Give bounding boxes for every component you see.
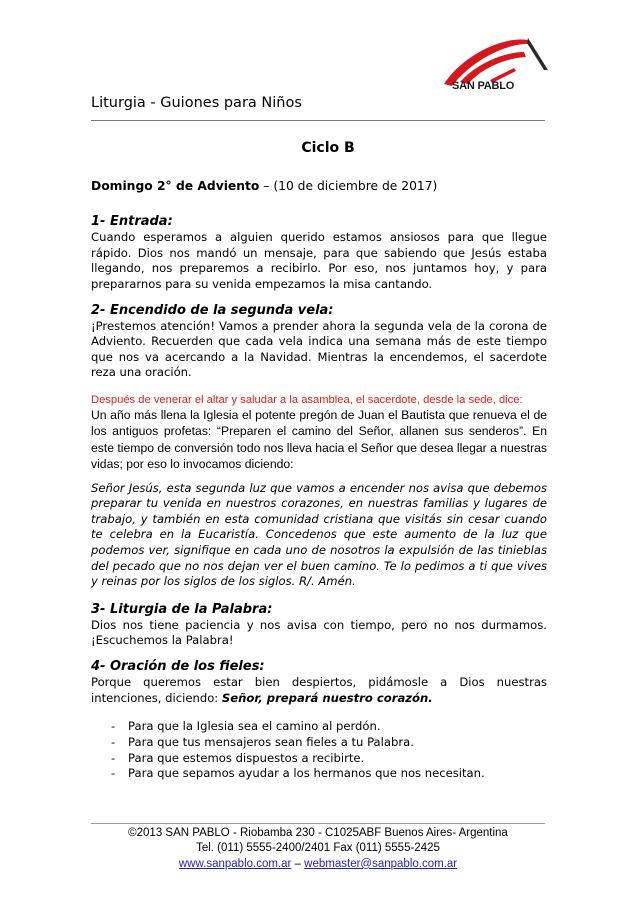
section-text-intro: Porque queremos estar bien despiertos, pidámosle a Dios nuestras intenciones, diciendo:: [91, 674, 547, 705]
section-liturgia: [91, 602, 547, 649]
website-link[interactable]: www.sanpablo.com.ar: [178, 857, 292, 870]
section-encendido: [91, 303, 547, 590]
list-item: - Para que sepamos ayudar a los hermanos que nos necesitan.: [111, 766, 485, 781]
logo-wordmark: SAN PABLO: [452, 80, 515, 92]
section-text: Cuando esperamos a alguien querido estamos ansiosos para que llegue rápido. Dios nos mandó un mensaje, para que sabiendo que Jesús estaba llegando, nos preparemos a recibirlo. Por eso, nos juntamos hoy, y para prepararnos para su venida empezamos la misa cantando.: [91, 230, 547, 291]
response-text: Señor, prepará nuestro corazón.: [221, 690, 433, 705]
list-item: - Para que la Iglesia sea el camino al perdón.: [111, 719, 381, 734]
header-title: Liturgia - Guiones para Niños: [91, 95, 302, 111]
header-divider: [91, 120, 545, 121]
prayer-text: Señor Jesús, esta segunda luz que vamos a encender nos avisa que debemos preparar tu venida en nuestros corazones, en nuestras familias y lugares de trabajo, y también en esta comunidad cristiana que visitás sin cesar cuando te celebra en la Eucaristía. Concedenos que este aumento de la luz que podemos ver, signifique en cada uno de nosotros la expulsión de las tinieblas del pecado que no nos dejan ver el buen camino. Te lo pedimos a ti que vives y reinas por los siglos de los siglos. R/. Amén.: [91, 480, 547, 589]
footer-separator: –: [291, 857, 305, 870]
section-heading: 4- Oración de los fieles:: [91, 658, 265, 674]
invitation-text: Un año más llena la Iglesia el potente pregón de Juan el Bautista que renueva el de los antiguos profetas: “Preparen el camino del Señor, allanen sus senderos”. En este tiempo de conversión todo nos lleva hacia el Señor que desea llegar a nuestras vidas; por eso lo invocamos diciendo:: [91, 407, 547, 472]
section-heading: 3- Liturgia de la Palabra:: [91, 601, 273, 617]
footer: [91, 826, 545, 872]
section-text: ¡Prestemos atención! Vamos a prender ahora la segunda vela de la corona de Adviento. Recuerden que cada vela indica una semana más de este tiempo que nos va acercando a la Navidad. Mientras la encendemos, el sacerdote reza una oración.: [91, 318, 547, 380]
petitions-list: [91, 719, 547, 782]
sunday-date: – (10 de diciembre de 2017): [259, 178, 438, 193]
rubric-text: Después de venerar el altar y saludar a la asamblea, el sacerdote, desde la sede, dice:: [91, 393, 523, 406]
footer-phone: Tel. (011) 5555-2400/2401 Fax (011) 5555-2425: [196, 842, 440, 855]
footer-address: ©2013 SAN PABLO - Riobamba 230 - C1025ABF Buenos Aires- Argentina: [128, 827, 508, 839]
footer-divider: [91, 823, 545, 824]
list-item: - Para que estemos dispuestos a recibirte.: [111, 750, 365, 765]
sunday-line: [91, 179, 547, 195]
document-body: [91, 138, 547, 792]
section-text: Dios nos tiene paciencia y nos avisa con tiempo, pero no nos durmamos. ¡Escuchemos la Palabra!: [91, 617, 547, 648]
footer-links: [91, 857, 545, 872]
section-oracion: [91, 659, 547, 782]
list-item: - Para que tus mensajeros sean fieles a tu Palabra.: [111, 734, 414, 749]
section-entrada: [91, 214, 547, 292]
section-heading: 2- Encendido de la segunda vela:: [91, 302, 334, 318]
cycle-title: Ciclo B: [301, 140, 355, 156]
email-link[interactable]: webmaster@sanpablo.com.ar: [304, 857, 458, 870]
section-heading: 1- Entrada:: [91, 214, 173, 230]
sunday-name: Domingo 2° de Adviento: [91, 178, 260, 193]
section-text: [91, 675, 547, 706]
